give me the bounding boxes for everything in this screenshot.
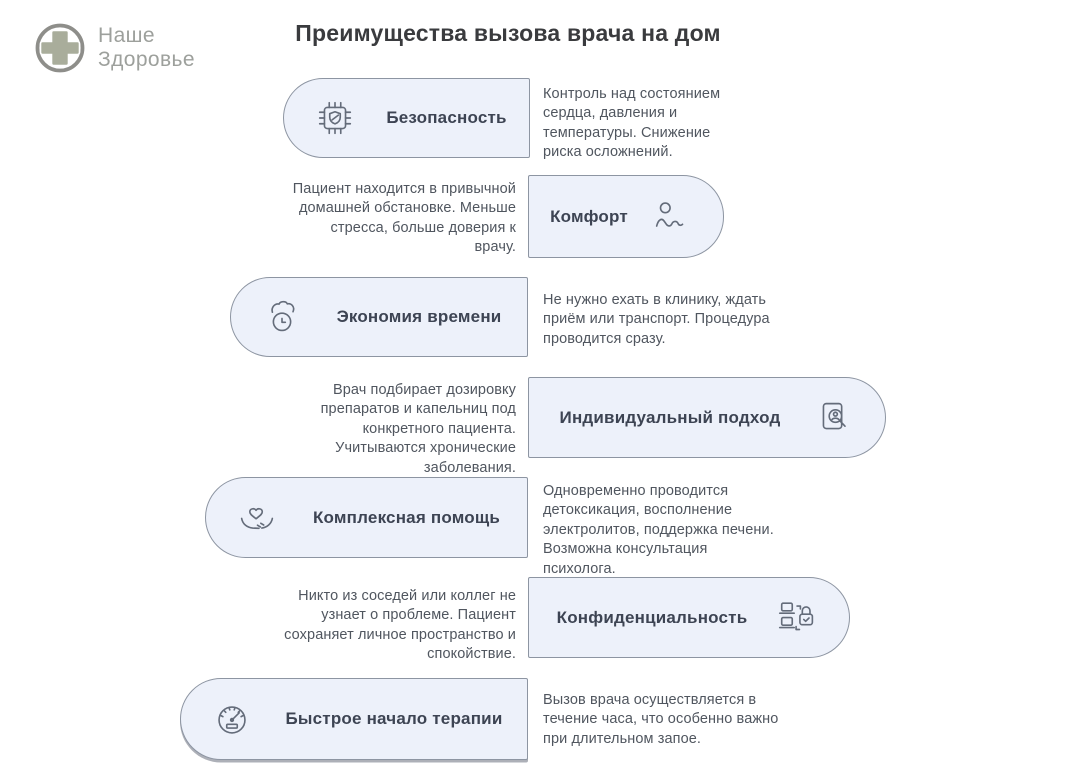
benefit-card-individual-approach [528, 377, 886, 458]
benefit-title: Быстрое начало терапии [285, 709, 503, 728]
benefit-title: Комфорт [550, 206, 628, 226]
benefit-title: Безопасность [386, 108, 507, 127]
benefit-title: Комплексная помощь [312, 507, 501, 527]
clinic-logo-line1: Наше [98, 24, 155, 48]
benefit-card-comprehensive-help [205, 477, 528, 558]
benefit-title: Экономия времени [336, 307, 502, 326]
benefit-card-safety [283, 78, 530, 158]
benefit-title: Конфиденциальность [556, 607, 748, 627]
benefit-card-fast-therapy-start [180, 678, 528, 760]
devices-lock-icon [775, 595, 821, 641]
benefit-card-comfort [528, 175, 724, 258]
benefit-card-time-saving [230, 277, 528, 357]
benefit-description: Пациент находится в привычной домашней обстановке. Меньше стресса, больше доверия к врачу. [292, 181, 516, 256]
hands-heart-icon [234, 495, 280, 541]
relaxing-person-icon [649, 194, 695, 240]
benefit-title: Индивидуальный подход [559, 407, 781, 427]
page-title: Преимущества вызова врача на дом [295, 20, 721, 46]
clinic-logo-line2: Здоровье [98, 48, 195, 71]
benefit-card-confidentiality [528, 577, 850, 658]
benefit-description: Вызов врача осуществляется в течение часа, что особенно важно при длительном запое. [543, 692, 779, 747]
benefit-description: Контроль над состоянием сердца, давления и температуры. Снижение риска осложнений. [543, 86, 721, 161]
rushing-clock-icon [259, 294, 305, 340]
speedometer-icon [209, 696, 255, 742]
benefit-description: Врач подбирает дозировку препаратов и капельниц под конкретного пациента. Учитываются хронические заболевания. [320, 382, 516, 476]
chip-shield-icon [312, 95, 358, 141]
benefit-description: Одновременно проводится детоксикация, восполнение электролитов, поддержка печени. Возможна консультация психолога. [543, 483, 774, 577]
patient-record-search-icon [811, 395, 857, 441]
benefit-description: Никто из соседей или коллег не узнает о проблеме. Пациент сохраняет личное пространство и спокойствие. [284, 588, 516, 663]
benefit-description: Не нужно ехать в клинику, ждать приём или транспорт. Процедура проводится сразу. [543, 292, 770, 347]
